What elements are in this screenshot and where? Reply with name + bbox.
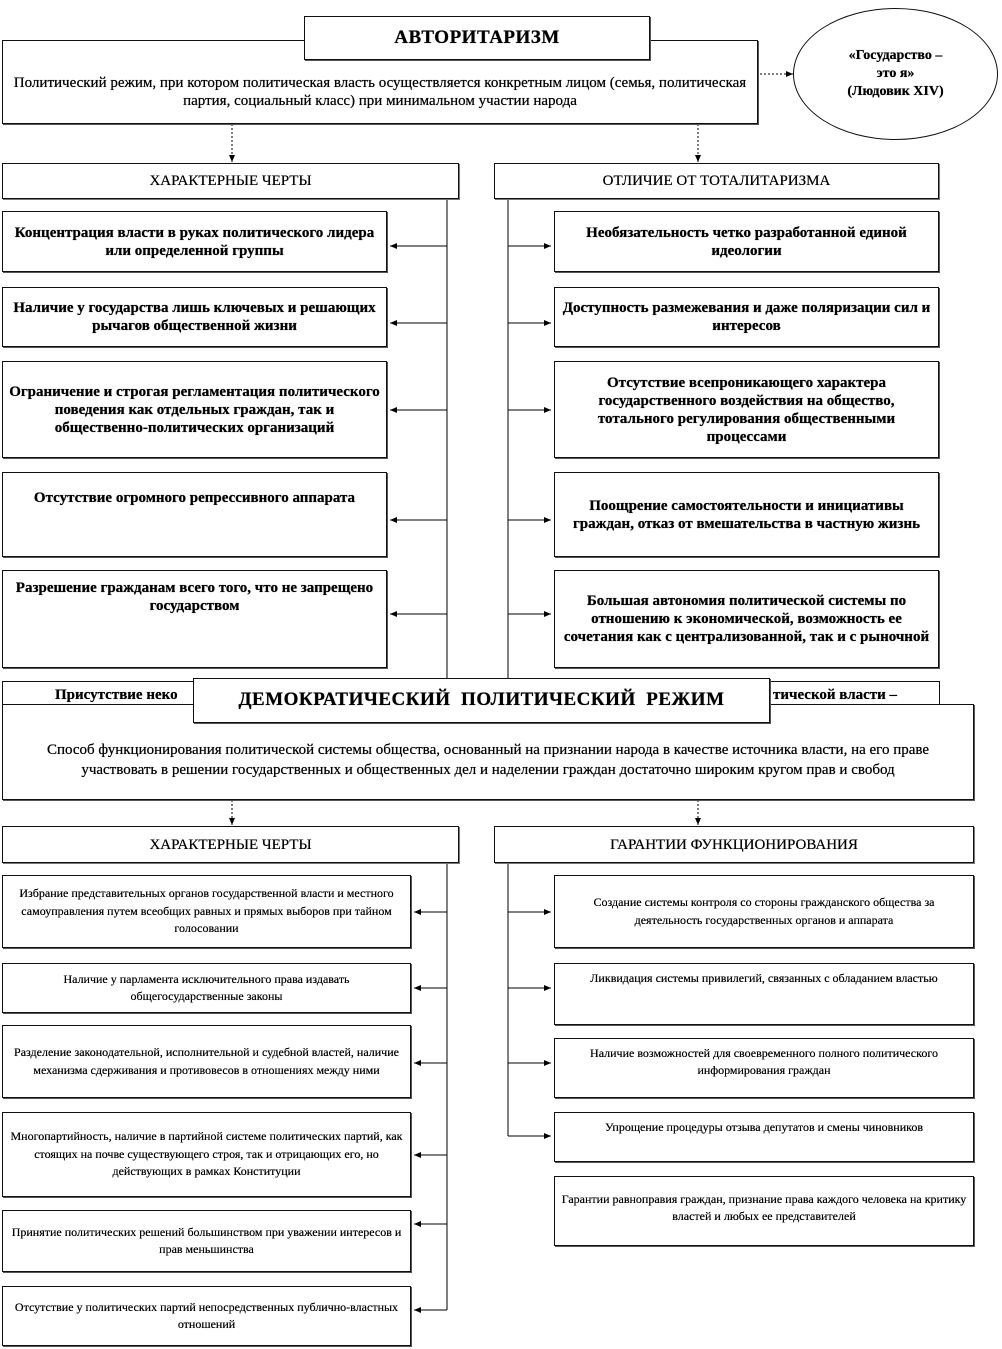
dem-guarantee-box xyxy=(554,875,974,948)
dem-left-header xyxy=(2,826,459,863)
dem-guarantee-text: Наличие возможностей для своевременного полного политического информирования граждан xyxy=(590,1046,938,1078)
quote-oval xyxy=(793,8,998,140)
auth-feature-box xyxy=(2,287,387,347)
dem-feature-box xyxy=(2,1025,411,1098)
auth-right-header xyxy=(494,163,939,199)
auth-difference-text: Отсутствие всепроникающего характера государственного воздействия на общество, тотального регулирования общественными процессами xyxy=(597,374,896,445)
dem-left-header-text: ХАРАКТЕРНЫЕ ЧЕРТЫ xyxy=(149,836,312,853)
auth-feature-box xyxy=(2,361,387,458)
dem-guarantee-text: Ликвидация системы привилегий, связанных с обладанием властью xyxy=(590,971,938,985)
dem-feature-text: Разделение законодательной, исполнительной и судебной властей, наличие механизма сдерживания и противовесов в отношениях между ними xyxy=(14,1045,399,1077)
auth-feature-box xyxy=(2,472,387,557)
auth-feature-text: Концентрация власти в руках политического лидера или определенной группы xyxy=(14,224,375,259)
auth-left-header xyxy=(2,163,459,199)
dem-feature-box xyxy=(2,1286,411,1346)
auth-feature-box xyxy=(2,211,387,272)
auth-difference-text: Поощрение самостоятельности и инициативы граждан, отказ от вмешательства в частную жизнь xyxy=(572,497,921,532)
auth-difference-box xyxy=(554,287,939,347)
auth-feature-text: Ограничение и строгая регламентация политического поведения как отдельных граждан, так и общественно-политических организаций xyxy=(9,383,380,436)
dem-title-text: ДЕМОКРАТИЧЕСКИЙ ПОЛИТИЧЕСКИЙ РЕЖИМ xyxy=(238,689,725,711)
dem-guarantee-text: Создание системы контроля со стороны гражданского общества за деятельность государственных органов и аппарата xyxy=(593,895,935,927)
dem-title xyxy=(193,678,770,723)
dem-feature-text: Отсутствие у политических партий непосредственных публично-властных отношений xyxy=(14,1299,399,1331)
dem-guarantee-box xyxy=(554,1176,974,1246)
quote-line2: это я» xyxy=(876,65,915,81)
dem-feature-box xyxy=(2,963,411,1013)
dem-guarantee-box xyxy=(554,1038,974,1098)
auth-title xyxy=(304,16,650,60)
partial-text-left: Присутствие неко xyxy=(55,687,178,703)
auth-definition-text: Политический режим, при котором политическая власть осуществляется конкретным лицом (семья, политическая партия, социальный класс) при минимальном участии народа xyxy=(13,75,747,109)
auth-difference-box xyxy=(554,361,939,458)
quote-author: (Людовик XIV) xyxy=(847,84,944,100)
auth-difference-box xyxy=(554,472,939,557)
partial-text-right: тической власти – xyxy=(773,687,898,703)
auth-difference-box xyxy=(554,570,939,668)
auth-feature-box xyxy=(2,570,387,668)
dem-feature-box xyxy=(2,1112,411,1197)
auth-difference-text: Большая автономия политической системы по отношению к экономической, возможность ее сочетания как с централизованной, так и с рыночной xyxy=(563,593,930,645)
auth-feature-text: Отсутствие огромного репрессивного аппарата xyxy=(33,490,356,506)
dem-definition-text: Способ функционирования политической системы общества, основанный на признании народа в качестве источника власти, на его праве участвовать в решении государственных и общественных дел и наделении граждан достаточно широким кругом прав и свобод xyxy=(46,741,930,778)
dem-right-header-text: ГАРАНТИИ ФУНКЦИОНИРОВАНИЯ xyxy=(610,836,858,853)
dem-feature-text: Принятие политических решений большинством при уважении интересов и прав меньшинства xyxy=(11,1224,402,1256)
auth-left-header-text: ХАРАКТЕРНЫЕ ЧЕРТЫ xyxy=(149,173,312,189)
auth-difference-box xyxy=(554,211,939,272)
auth-feature-text: Разрешение гражданам всего того, что не запрещено государством xyxy=(15,580,374,614)
dem-feature-text: Наличие у парламента исключительного права издавать общегосударственные законы xyxy=(63,971,350,1003)
quote-line1: «Государство – xyxy=(848,47,943,63)
dem-guarantee-text: Упрощение процедуры отзыва депутатов и смены чиновников xyxy=(604,1120,924,1134)
dem-right-header xyxy=(494,826,974,863)
dem-feature-text: Избрание представительных органов государственной власти и местного самоуправления путем всеобщих равных и прямых выборов при тайном голосовании xyxy=(19,886,394,936)
dem-feature-text: Многопартийность, наличие в партийной системе политических партий, как стоящих на почве существующего строя, так и отрицающих его, но действующих в рамках Конституции xyxy=(10,1129,403,1179)
dem-guarantee-box xyxy=(554,963,974,1025)
dem-feature-box xyxy=(2,1210,411,1272)
auth-feature-text: Наличие у государства лишь ключевых и решающих рычагов общественной жизни xyxy=(13,300,376,334)
dem-guarantee-box xyxy=(554,1112,974,1162)
auth-difference-text: Необязательность четко разработанной единой идеологии xyxy=(586,224,907,259)
auth-difference-text: Доступность размежевания и даже поляризации сил и интересов xyxy=(562,300,931,334)
auth-right-header-text: ОТЛИЧИЕ ОТ ТОТАЛИТАРИЗМА xyxy=(602,173,831,189)
auth-title-text: АВТОРИТАРИЗМ xyxy=(394,26,560,48)
dem-feature-box xyxy=(2,875,411,948)
dem-guarantee-text: Гарантии равноправия граждан, признание права каждого человека на критику властей и любых ее представителей xyxy=(561,1192,967,1224)
